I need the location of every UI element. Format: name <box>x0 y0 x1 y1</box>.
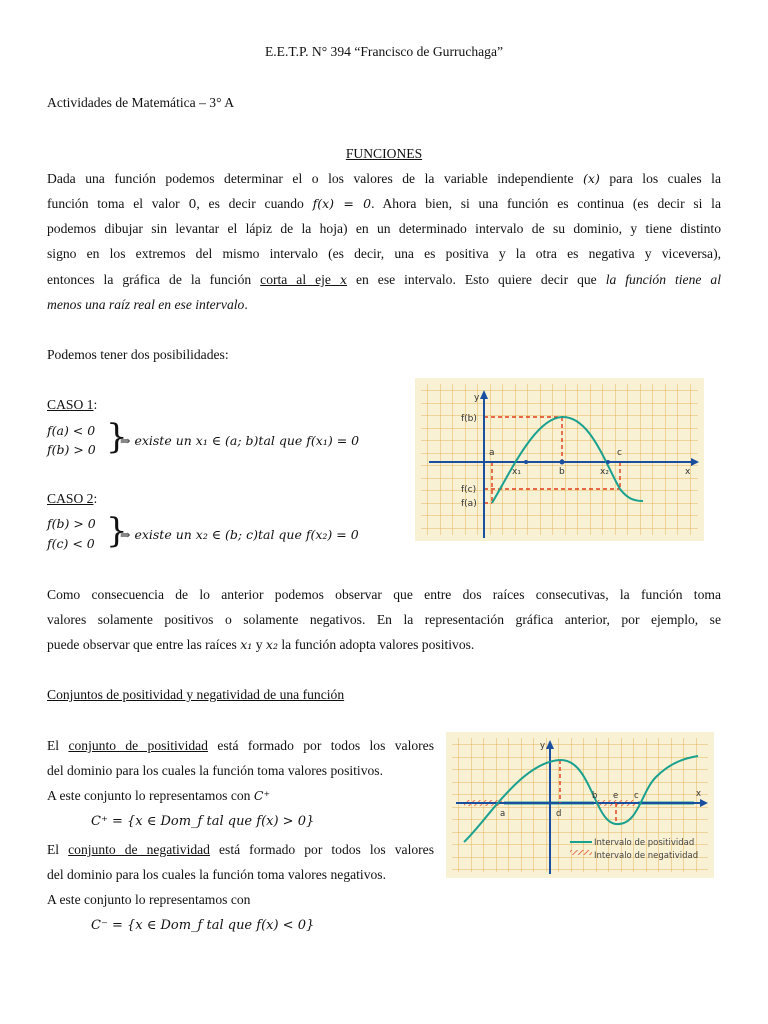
case1-brace: } <box>106 417 128 457</box>
case2-label: CASO 2: <box>47 491 98 506</box>
positivity-line-1: El conjunto de positividad está formado por todos los valores <box>47 738 434 753</box>
graph1-label-fa: f(a) <box>461 499 477 509</box>
consequence-line-2: valores solamente positivos o solamente negativos. En la representación gráfica anterior, por ejemplo, se <box>47 612 721 627</box>
graph1-label-x2: x₂ <box>600 467 609 477</box>
graph1-label-x: x <box>685 467 691 477</box>
case1-cond1: f(a) < 0 <box>47 423 96 438</box>
intro-line-1: Dada una función podemos determinar el o los valores de la variable independiente (x) para los cuales la <box>47 171 721 186</box>
case2-cond2: f(c) < 0 <box>47 536 95 551</box>
graph2-label-y: y <box>540 741 546 751</box>
graph1-label-y: y <box>474 393 480 403</box>
graph1-grid <box>421 384 698 535</box>
consequence-line-3: puede observar que entre las raíces x₁ y x₂ la función adopta valores positivos. <box>47 637 475 652</box>
possibilities-text: Podemos tener dos posibilidades: <box>47 347 229 362</box>
intro-line-3: podemos dibujar sin levantar el lápiz de la hoja) en un determinado intervalo de su dominio, y tiene distinto <box>47 221 721 236</box>
case1-cond2: f(b) > 0 <box>47 442 96 457</box>
graph1-label-a: a <box>489 448 495 458</box>
graph2-label-a: a <box>500 809 506 819</box>
subject-line: Actividades de Matemática – 3° A <box>47 95 235 110</box>
graph1-label-fc: f(c) <box>461 485 477 495</box>
intro-line-2: función toma el valor 0, es decir cuando f(x) = 0. Ahora bien, si una función es continua (es decir si la <box>47 196 721 211</box>
intro-line-5: entonces la gráfica de la función corta al eje x en ese intervalo. Esto quiere decir que la función tiene al <box>47 272 721 287</box>
case2-cond1: f(b) > 0 <box>47 516 96 531</box>
consequence-line-1: Como consecuencia de lo anterior podemos observar que entre dos raíces consecutivas, la función toma <box>47 587 721 602</box>
case2-conclusion: ⇒ existe un x₂ ∈ (b; c)tal que f(x₂) = 0 <box>120 527 359 542</box>
graph1-point-b <box>560 460 565 465</box>
graph2-label-d: d <box>556 809 562 819</box>
negativity-formula: C⁻ = {x ∈ Dom_f tal que f(x) < 0} <box>91 918 315 933</box>
case1-conclusion: ⇒ existe un x₁ ∈ (a; b)tal que f(x₁) = 0 <box>120 433 360 448</box>
graph2-legend-pos: Intervalo de positividad <box>594 838 695 848</box>
roots-graph <box>415 378 704 541</box>
case1-label: CASO 1: <box>47 397 98 412</box>
positivity-formula: C⁺ = {x ∈ Dom_f tal que f(x) > 0} <box>91 814 315 829</box>
graph2-label-x: x <box>696 789 702 799</box>
section-title: Conjuntos de positividad y negatividad de una función <box>47 687 345 702</box>
graph2-label-b: b <box>592 791 598 801</box>
graph1-point-x2 <box>606 460 610 464</box>
graph1-label-c: c <box>617 448 622 458</box>
school-header: E.E.T.P. N° 394 “Francisco de Gurruchaga” <box>264 44 504 59</box>
graph1-label-fb: f(b) <box>461 414 477 424</box>
graph1-point-x1 <box>524 460 528 464</box>
graph1-label-b: b <box>559 467 565 477</box>
positivity-line-3: A este conjunto lo representamos con C⁺ <box>47 788 271 803</box>
case2-brace: } <box>106 511 128 551</box>
intro-line-6: menos una raíz real en ese intervalo. <box>47 297 248 312</box>
negativity-line-2: del dominio para los cuales la función toma valores negativos. <box>47 867 386 882</box>
positivity-line-2: del dominio para los cuales la función toma valores positivos. <box>47 763 383 778</box>
graph2-label-e: e <box>613 791 619 801</box>
graph2-label-c: c <box>634 791 639 801</box>
intro-line-4: signo en los extremos del mismo intervalo (es decir, una es positiva y la otra es negativa y viceversa), <box>47 246 721 261</box>
page-title: FUNCIONES <box>345 146 423 161</box>
negativity-line-1: El conjunto de negatividad está formado por todos los valores <box>47 842 434 857</box>
graph2-legend-neg: Intervalo de negatividad <box>594 851 699 861</box>
graph1-label-x1: x₁ <box>512 467 521 477</box>
graph2-legend-neg-swatch <box>570 850 592 855</box>
sign-graph <box>446 732 714 878</box>
negativity-line-3: A este conjunto lo representamos con <box>47 892 251 907</box>
